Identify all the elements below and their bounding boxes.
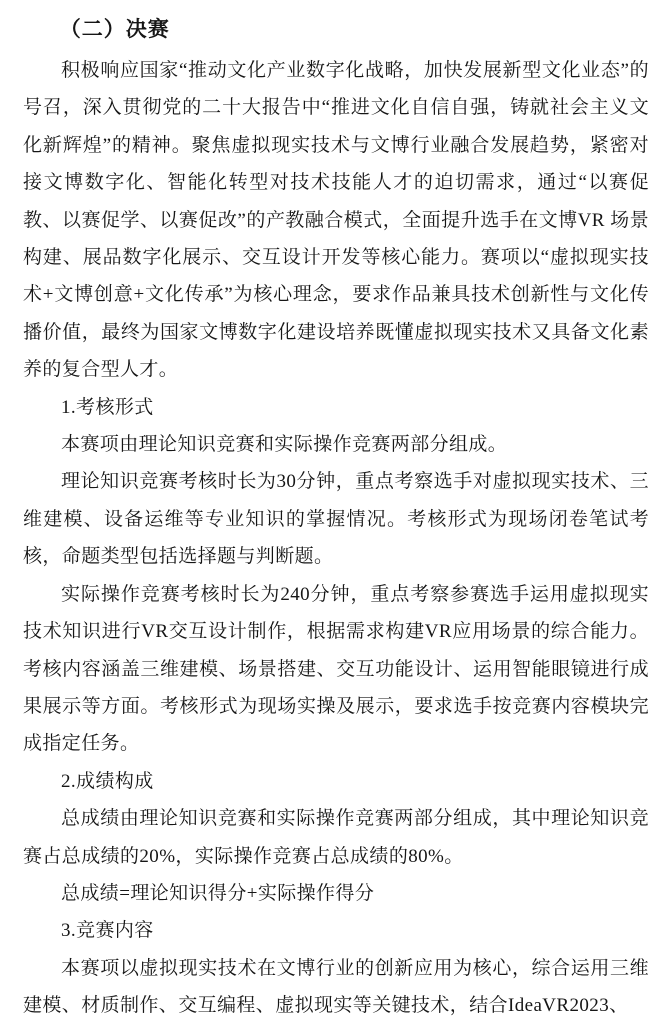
item3-content-paragraph: 本赛项以虚拟现实技术在文博行业的创新应用为核心，综合运用三维建模、材质制作、交互编程、虚拟现实等关键技术，结合IdeaVR2023、 — [23, 957, 649, 1017]
item2-title-score-composition: 2.成绩构成 — [61, 770, 154, 792]
item1-title-assessment-format: 1.考核形式 — [61, 396, 154, 418]
item1-practice-paragraph: 实际操作竞赛考核时长为240分钟，重点考察参赛选手运用虚拟现实技术知识进行VR交互设计制作，根据需求构建VR应用场景的综合能力。考核内容涵盖三维建模、场景搭建、交互功能设计、运用智能眼镜进行成果展示等方面。考核形式为现场实操及展示，要求选手按竞赛内容模块完成指定任务。 — [23, 583, 649, 755]
item2-score-formula: 总成绩=理论知识得分+实际操作得分 — [61, 882, 375, 904]
item2-composition-paragraph: 总成绩由理论知识竞赛和实际操作竞赛两部分组成，其中理论知识竞赛占总成绩的20%，实际操作竞赛占总成绩的80%。 — [23, 808, 649, 867]
intro-paragraph: 积极响应国家“推动文化产业数字化战略，加快发展新型文化业态”的号召，深入贯彻党的二十大报告中“推进文化自信自强，铸就社会主义文化新辉煌”的精神。聚焦虚拟现实技术与文博行业融合发展趋势，紧密对接文博数字化、智能化转型对技术技能人才的迫切需求，通过“以赛促教、以赛促学、以赛促改”的产教融合模式，全面提升选手在文博VR 场景构建、展品数字化展示、交互设计开发等核心能力。赛项以“虚拟现实技术+文博创意+文化传承”为核心理念，要求作品兼具技术创新性与文化传播价值，最终为国家文博数字化建设培养既懂虚拟现实技术又具备文化素养的复合型人才。 — [23, 60, 649, 381]
item1-overview-paragraph: 本赛项由理论知识竞赛和实际操作竞赛两部分组成。 — [61, 434, 508, 456]
item1-theory-paragraph: 理论知识竞赛考核时长为30分钟，重点考察选手对虚拟现实技术、三维建模、设备运维等专业知识的掌握情况。考核形式为现场闭卷笔试考核，命题类型包括选择题与判断题。 — [23, 471, 649, 568]
item3-title-competition-content: 3.竞赛内容 — [61, 920, 154, 942]
section-heading-finals: （二）决赛 — [59, 17, 170, 41]
